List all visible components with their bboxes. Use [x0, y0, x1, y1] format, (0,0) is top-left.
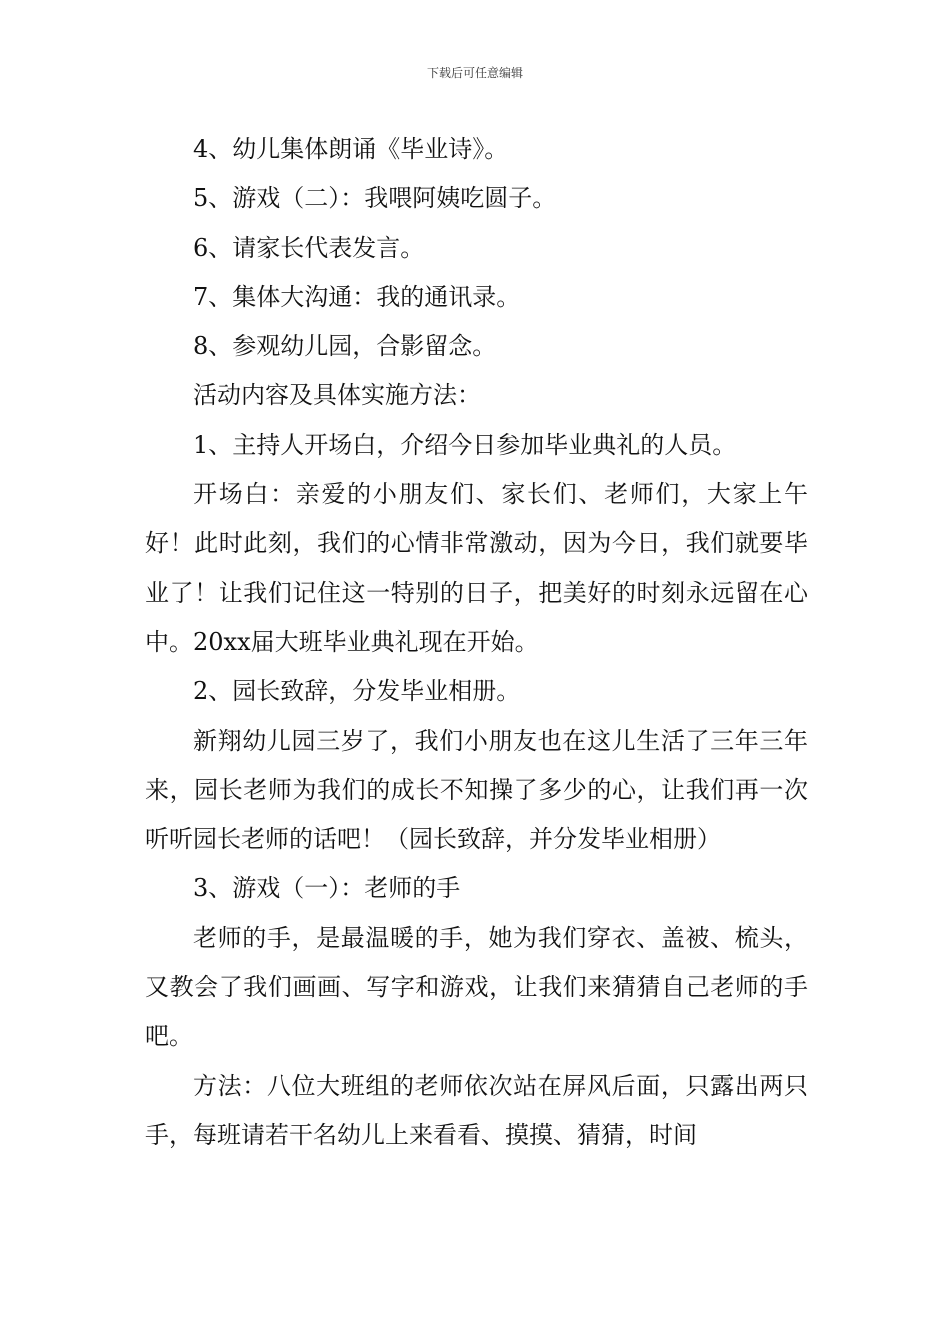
list-item-game-one: 3、游戏（一）：老师的手	[193, 874, 461, 903]
list-item-game-two: 5、游戏（二）：我喂阿姨吃圆子。	[193, 184, 557, 213]
paragraph-teacher-hands: 老师的手，是最温暖的手，她为我们穿衣、盖被、梳头，又教会了我们画画、写字和游戏，让我们来猜猜自己老师的手吧。	[145, 923, 808, 1051]
page-header: 下载后可任意编辑	[426, 66, 523, 80]
paragraph-game-method: 方法：八位大班组的老师依次站在屏风后面，只露出两只手，每班请若干名幼儿上来看看、摸摸、猜猜，时间	[145, 1071, 808, 1149]
document-body	[145, 125, 808, 1160]
section-heading-methods: 活动内容及具体实施方法：	[193, 381, 481, 410]
list-item-director-speech: 2、园长致辞，分发毕业相册。	[193, 677, 521, 706]
list-item-recite-poem: 4、幼儿集体朗诵《毕业诗》。	[193, 135, 509, 163]
list-item-address-book: 7、集体大沟通：我的通讯录。	[193, 282, 521, 311]
list-item-host-opening: 1、主持人开场白，介绍今日参加毕业典礼的人员。	[193, 430, 737, 459]
list-item-parent-speech: 6、请家长代表发言。	[193, 233, 425, 262]
paragraph-director-intro: 新翔幼儿园三岁了，我们小朋友也在这儿生活了三年三年来，园长老师为我们的成长不知操了多少的心，让我们再一次听听园长老师的话吧！（园长致辞，并分发毕业相册）	[145, 726, 808, 854]
paragraph-opening-speech: 开场白：亲爱的小朋友们、家长们、老师们，大家上午好！此时此刻，我们的心情非常激动，因为今日，我们就要毕业了！让我们记住这一特别的日子，把美好的时刻永远留在心中。20xx届大班毕业典礼现在开始。	[145, 480, 808, 656]
list-item-visit-photo: 8、参观幼儿园，合影留念。	[193, 332, 497, 361]
